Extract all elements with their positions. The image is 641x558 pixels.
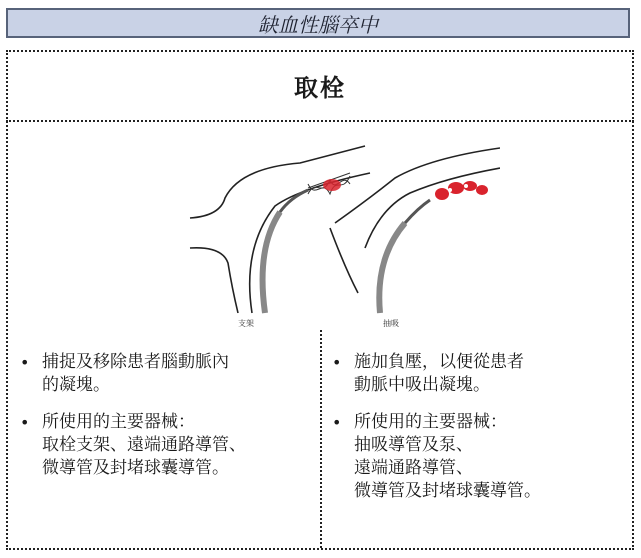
bullet-icon: •: [20, 353, 30, 372]
text-line: 所使用的主要器械：: [42, 412, 195, 432]
text-line: 微導管及封堵球囊導管。: [354, 481, 541, 501]
text-line: 動脈中吸出凝塊。: [354, 375, 490, 395]
bullet-icon: •: [332, 353, 342, 372]
text-line: 的凝塊。: [42, 375, 110, 395]
caption-aspiration: 抽吸: [383, 319, 399, 328]
header-title: 缺血性腦卒中: [258, 12, 378, 37]
aspiration-figure: [330, 148, 500, 313]
text-line: 所使用的主要器械：: [354, 412, 507, 432]
column-divider: [320, 330, 322, 548]
caption-stent: 支架: [238, 319, 254, 328]
bullet-icon: •: [20, 413, 30, 432]
section-title: 取栓: [294, 73, 346, 102]
text-line: 遠端通路導管、: [354, 458, 473, 478]
section-title-row: [6, 50, 634, 122]
text-line: 取栓支架、遠端通路導管、: [42, 435, 246, 455]
list-item: [324, 411, 624, 503]
right-column: [324, 351, 624, 517]
list-item: [12, 411, 312, 480]
bullet-icon: •: [332, 413, 342, 432]
stent-retriever-figure: [190, 146, 370, 313]
header-bar: [6, 8, 630, 38]
thrombectomy-illustration: [180, 128, 500, 318]
text-line: 微導管及封堵球囊導管。: [42, 458, 229, 478]
text-line: 捕捉及移除患者腦動脈內: [42, 352, 229, 372]
text-line: 施加負壓，以便從患者: [354, 352, 524, 372]
list-item: [324, 351, 624, 397]
text-line: 抽吸導管及泵、: [354, 435, 473, 455]
left-column: [12, 351, 312, 494]
list-item: [12, 351, 312, 397]
